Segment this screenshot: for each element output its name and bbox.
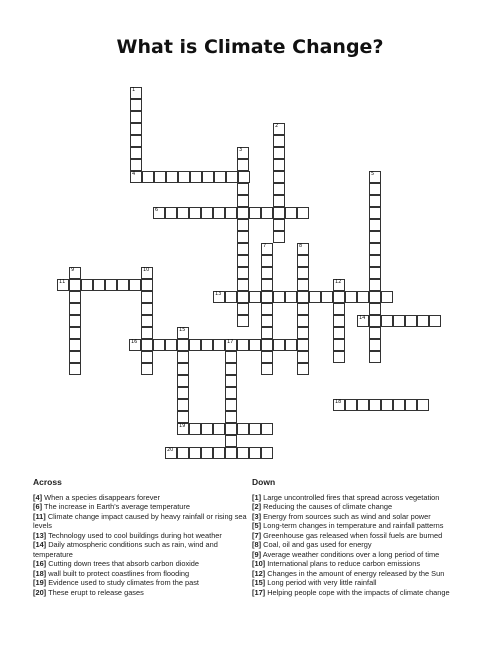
crossword-cell[interactable]	[189, 447, 201, 459]
crossword-cell[interactable]	[141, 327, 153, 339]
crossword-cell[interactable]	[297, 363, 309, 375]
crossword-cell[interactable]	[405, 399, 417, 411]
crossword-cell[interactable]	[237, 243, 249, 255]
crossword-cell[interactable]	[273, 231, 285, 243]
clue-number: [15]	[252, 578, 266, 587]
crossword-cell[interactable]	[261, 423, 273, 435]
crossword-cell[interactable]	[69, 303, 81, 315]
crossword-cell[interactable]	[177, 423, 189, 435]
down-heading: Down	[252, 477, 276, 487]
crossword-cell[interactable]	[381, 399, 393, 411]
crossword-cell[interactable]	[333, 279, 345, 291]
crossword-cell[interactable]	[297, 315, 309, 327]
clue-text: Greenhouse gas released when fossil fuels are burned	[263, 530, 443, 540]
clue-text: Technology used to cool buildings during hot weather	[48, 530, 222, 540]
crossword-cell[interactable]	[141, 279, 153, 291]
crossword-cell[interactable]	[69, 339, 81, 351]
crossword-cell[interactable]	[369, 171, 381, 183]
crossword-cell[interactable]	[249, 207, 261, 219]
crossword-cell[interactable]	[237, 291, 249, 303]
crossword-cell[interactable]	[261, 279, 273, 291]
clue-number-label: 2	[275, 123, 279, 129]
crossword-cell[interactable]	[177, 411, 189, 423]
crossword-cell[interactable]	[273, 123, 285, 135]
crossword-cell[interactable]	[261, 351, 273, 363]
clue-number-label: 9	[71, 267, 75, 273]
crossword-cell[interactable]	[237, 159, 249, 171]
crossword-cell[interactable]	[225, 291, 237, 303]
crossword-cell[interactable]	[357, 315, 369, 327]
crossword-cell[interactable]	[345, 399, 357, 411]
crossword-cell[interactable]	[297, 243, 309, 255]
clue-number: [1]	[252, 492, 262, 502]
crossword-cell[interactable]	[429, 315, 441, 327]
crossword-cell[interactable]	[273, 135, 285, 147]
crossword-cell[interactable]	[141, 315, 153, 327]
clue-number: [6]	[33, 502, 43, 511]
clue-text: When a species disappears forever	[44, 492, 160, 502]
crossword-cell[interactable]	[237, 303, 249, 315]
crossword-cell[interactable]	[273, 171, 285, 183]
down-clue	[252, 540, 477, 550]
crossword-cell[interactable]	[166, 171, 178, 183]
crossword-cell[interactable]	[369, 399, 381, 411]
crossword-cell[interactable]	[369, 351, 381, 363]
crossword-cell[interactable]	[201, 447, 213, 459]
clue-number: [2]	[252, 502, 262, 511]
crossword-cell[interactable]	[93, 279, 105, 291]
across-clue	[33, 493, 258, 503]
crossword-cell[interactable]	[297, 351, 309, 363]
crossword-cell[interactable]	[201, 339, 213, 351]
crossword-cell[interactable]	[381, 291, 393, 303]
crossword-cell[interactable]	[130, 147, 142, 159]
clue-number: [14]	[33, 540, 47, 549]
clue-number: [12]	[252, 568, 266, 578]
across-clue	[33, 569, 258, 579]
clue-number-label: 5	[371, 171, 375, 177]
crossword-cell[interactable]	[213, 291, 225, 303]
crossword-cell[interactable]	[141, 267, 153, 279]
crossword-cell[interactable]	[69, 351, 81, 363]
across-clue-list	[33, 493, 258, 598]
down-clue	[252, 559, 477, 569]
crossword-cell[interactable]	[153, 207, 165, 219]
crossword-cell[interactable]	[81, 279, 93, 291]
crossword-cell[interactable]	[237, 219, 249, 231]
crossword-cell[interactable]	[249, 423, 261, 435]
crossword-cell[interactable]	[273, 291, 285, 303]
clue-number: [9]	[252, 549, 262, 559]
across-clue	[33, 512, 258, 531]
clue-number-label: 17	[227, 339, 234, 345]
crossword-cell[interactable]	[273, 183, 285, 195]
clue-text: Energy from sources such as wind and solar power	[263, 511, 431, 521]
crossword-cell[interactable]	[225, 207, 237, 219]
crossword-cell[interactable]	[177, 339, 189, 351]
crossword-cell[interactable]	[297, 207, 309, 219]
across-heading: Across	[33, 477, 62, 487]
crossword-cell[interactable]	[141, 339, 153, 351]
crossword-cell[interactable]	[237, 255, 249, 267]
crossword-cell[interactable]	[297, 339, 309, 351]
crossword-cell[interactable]	[369, 327, 381, 339]
crossword-cell[interactable]	[69, 279, 81, 291]
crossword-cell[interactable]	[225, 351, 237, 363]
crossword-cell[interactable]	[261, 339, 273, 351]
crossword-cell[interactable]	[357, 399, 369, 411]
crossword-cell[interactable]	[369, 207, 381, 219]
clue-text: These erupt to release gases	[48, 587, 144, 597]
crossword-cell[interactable]	[333, 399, 345, 411]
crossword-cell[interactable]	[165, 339, 177, 351]
crossword-cell[interactable]	[225, 387, 237, 399]
down-clue-list	[252, 493, 477, 598]
crossword-cell[interactable]	[273, 219, 285, 231]
crossword-cell[interactable]	[273, 195, 285, 207]
crossword-cell[interactable]	[237, 267, 249, 279]
down-clue	[252, 569, 477, 579]
crossword-cell[interactable]	[237, 147, 249, 159]
clue-number-label: 15	[179, 327, 186, 333]
down-clue	[252, 550, 477, 560]
crossword-cell[interactable]	[369, 219, 381, 231]
crossword-cell[interactable]	[190, 171, 202, 183]
crossword-cell[interactable]	[177, 327, 189, 339]
clue-text: Helping people cope with the impacts of climate change	[267, 587, 450, 597]
crossword-cell[interactable]	[69, 315, 81, 327]
crossword-cell[interactable]	[261, 363, 273, 375]
crossword-cell[interactable]	[309, 291, 321, 303]
crossword-cell[interactable]	[417, 399, 429, 411]
clue-number-label: 14	[359, 315, 366, 321]
crossword-cell[interactable]	[69, 363, 81, 375]
clue-text: Coal, oil and gas used for energy	[263, 540, 372, 549]
crossword-cell[interactable]	[369, 231, 381, 243]
clue-text: International plans to reduce carbon emissions	[267, 559, 421, 568]
across-clue	[33, 502, 258, 512]
down-clue	[252, 531, 477, 541]
crossword-cell[interactable]	[129, 279, 141, 291]
crossword-cell[interactable]	[273, 339, 285, 351]
crossword-cell[interactable]	[345, 291, 357, 303]
crossword-cell[interactable]	[177, 375, 189, 387]
crossword-cell[interactable]	[333, 315, 345, 327]
clue-text: Average weather conditions over a long period of time	[262, 549, 440, 559]
crossword-cell[interactable]	[381, 315, 393, 327]
crossword-cell[interactable]	[249, 447, 261, 459]
crossword-cell[interactable]	[237, 315, 249, 327]
crossword-cell[interactable]	[273, 207, 285, 219]
crossword-cell[interactable]	[69, 291, 81, 303]
crossword-cell[interactable]	[178, 171, 190, 183]
clue-text: Cutting down trees that absorb carbon dioxide	[48, 559, 199, 568]
crossword-cell[interactable]	[117, 279, 129, 291]
across-clue	[33, 588, 258, 598]
crossword-cell[interactable]	[214, 171, 226, 183]
clue-number-label: 1	[132, 87, 136, 93]
clue-number-label: 6	[155, 207, 159, 213]
crossword-cell[interactable]	[141, 363, 153, 375]
clue-text: The increase in Earth's average temperature	[43, 502, 190, 511]
across-clue	[33, 578, 258, 588]
crossword-cell[interactable]	[333, 339, 345, 351]
crossword-cell[interactable]	[238, 171, 250, 183]
clue-number: [18]	[33, 568, 47, 578]
crossword-cell[interactable]	[285, 339, 297, 351]
page-title: What is Climate Change?	[116, 36, 384, 58]
crossword-cell[interactable]	[369, 315, 381, 327]
across-clue	[33, 559, 258, 569]
clue-number: [10]	[252, 559, 266, 568]
clue-number: [16]	[33, 559, 47, 568]
crossword-cell[interactable]	[225, 339, 237, 351]
crossword-cell[interactable]	[177, 447, 189, 459]
crossword-cell[interactable]	[177, 351, 189, 363]
clue-number: [17]	[252, 587, 266, 597]
clue-text: Large uncontrolled fires that spread across vegetation	[263, 492, 440, 502]
crossword-cell[interactable]	[225, 435, 237, 447]
crossword-cell[interactable]	[226, 171, 238, 183]
crossword-cell[interactable]	[249, 291, 261, 303]
crossword-cell[interactable]	[261, 243, 273, 255]
clue-number: [11]	[33, 511, 46, 521]
clue-number: [7]	[252, 530, 262, 540]
crossword-cell[interactable]	[201, 207, 213, 219]
down-clue	[252, 578, 477, 588]
crossword-cell[interactable]	[177, 363, 189, 375]
crossword-cell[interactable]	[285, 291, 297, 303]
crossword-cell[interactable]	[225, 411, 237, 423]
crossword-cell[interactable]	[369, 339, 381, 351]
crossword-cell[interactable]	[130, 135, 142, 147]
clue-number: [5]	[252, 521, 262, 530]
crossword-cell[interactable]	[405, 315, 417, 327]
crossword-cell[interactable]	[177, 399, 189, 411]
crossword-cell[interactable]	[249, 339, 261, 351]
crossword-cell[interactable]	[189, 339, 201, 351]
crossword-cell[interactable]	[225, 375, 237, 387]
crossword-cell[interactable]	[141, 291, 153, 303]
clue-number-label: 11	[59, 279, 66, 285]
clue-text: Long-term changes in temperature and rainfall patterns	[263, 521, 444, 530]
crossword-cell[interactable]	[105, 279, 117, 291]
crossword-cell[interactable]	[369, 267, 381, 279]
crossword-cell[interactable]	[177, 387, 189, 399]
crossword-cell[interactable]	[141, 303, 153, 315]
clue-number-label: 13	[215, 291, 222, 297]
crossword-cell[interactable]	[237, 423, 249, 435]
crossword-cell[interactable]	[130, 123, 142, 135]
crossword-cell[interactable]	[369, 279, 381, 291]
crossword-cell[interactable]	[237, 447, 249, 459]
crossword-cell[interactable]	[261, 447, 273, 459]
clue-text: Daily atmospheric conditions such as rain, wind and temperature	[33, 540, 218, 559]
crossword-cell[interactable]	[237, 207, 249, 219]
crossword-cell[interactable]	[333, 351, 345, 363]
crossword-cell[interactable]	[333, 291, 345, 303]
crossword-cell[interactable]	[369, 255, 381, 267]
across-clues	[33, 478, 258, 597]
crossword-cell[interactable]	[130, 111, 142, 123]
crossword-cell[interactable]	[237, 195, 249, 207]
crossword-cell[interactable]	[237, 231, 249, 243]
clue-number: [8]	[252, 540, 262, 549]
crossword-cell[interactable]	[213, 339, 225, 351]
clue-text: Reducing the causes of climate change	[263, 502, 393, 511]
crossword-cell[interactable]	[202, 171, 214, 183]
crossword-cell[interactable]	[369, 243, 381, 255]
crossword-cell[interactable]	[141, 351, 153, 363]
clue-number-label: 4	[132, 171, 136, 177]
crossword-cell[interactable]	[297, 327, 309, 339]
crossword-cell[interactable]	[261, 267, 273, 279]
clue-number-label: 20	[167, 447, 174, 453]
clue-number: [13]	[33, 530, 47, 540]
crossword-cell[interactable]	[369, 195, 381, 207]
crossword-cell[interactable]	[261, 303, 273, 315]
down-clue	[252, 512, 477, 522]
clue-number-label: 7	[263, 243, 267, 249]
clue-number-label: 10	[143, 267, 150, 273]
crossword-cell[interactable]	[261, 327, 273, 339]
clue-number-label: 16	[131, 339, 138, 345]
crossword-cell[interactable]	[297, 291, 309, 303]
crossword-cell[interactable]	[130, 159, 142, 171]
crossword-cell[interactable]	[225, 363, 237, 375]
clue-text: Long period with very little rainfall	[267, 578, 377, 587]
crossword-cell[interactable]	[273, 159, 285, 171]
crossword-cell[interactable]	[225, 447, 237, 459]
down-clue	[252, 588, 477, 598]
crossword-cell[interactable]	[285, 207, 297, 219]
crossword-cell[interactable]	[130, 87, 142, 99]
crossword-cell[interactable]	[357, 291, 369, 303]
across-clue	[33, 531, 258, 541]
crossword-cell[interactable]	[333, 303, 345, 315]
crossword-cell[interactable]	[130, 171, 142, 183]
crossword-cell[interactable]	[393, 315, 405, 327]
clue-number: [19]	[33, 578, 47, 587]
crossword-cell[interactable]	[393, 399, 405, 411]
clue-number-label: 12	[335, 279, 342, 285]
crossword-cell[interactable]	[297, 255, 309, 267]
crossword-cell[interactable]	[189, 423, 201, 435]
crossword-cell[interactable]	[369, 183, 381, 195]
clue-text: wall built to protect coastlines from flooding	[48, 568, 190, 578]
crossword-cell[interactable]	[57, 279, 69, 291]
crossword-cell[interactable]	[213, 207, 225, 219]
crossword-cell[interactable]	[369, 291, 381, 303]
clue-number-label: 8	[299, 243, 303, 249]
crossword-cell[interactable]	[69, 327, 81, 339]
clue-number: [20]	[33, 587, 47, 597]
crossword-cell[interactable]	[213, 423, 225, 435]
crossword-cell[interactable]	[369, 303, 381, 315]
clue-number-label: 18	[335, 399, 342, 405]
clue-text: Evidence used to study climates from the past	[48, 578, 199, 587]
crossword-cell[interactable]	[225, 399, 237, 411]
crossword-cell[interactable]	[154, 171, 166, 183]
crossword-cell[interactable]	[417, 315, 429, 327]
clue-number-label: 19	[179, 423, 186, 429]
crossword-cell[interactable]	[165, 447, 177, 459]
crossword-cell[interactable]	[333, 327, 345, 339]
clue-number-label: 3	[239, 147, 243, 153]
crossword-cell[interactable]	[201, 423, 213, 435]
crossword-cell[interactable]	[261, 315, 273, 327]
crossword-cell[interactable]	[237, 339, 249, 351]
crossword-cell[interactable]	[177, 207, 189, 219]
crossword-cell[interactable]	[273, 147, 285, 159]
crossword-cell[interactable]	[189, 207, 201, 219]
crossword-cell[interactable]	[297, 267, 309, 279]
down-clue	[252, 502, 477, 512]
across-clue	[33, 540, 258, 559]
crossword-cell[interactable]	[130, 99, 142, 111]
crossword-cell[interactable]	[321, 291, 333, 303]
crossword-cell[interactable]	[261, 255, 273, 267]
crossword-cell[interactable]	[297, 303, 309, 315]
crossword-cell[interactable]	[69, 267, 81, 279]
clue-text: Climate change impact caused by heavy rainfall or rising sea levels	[33, 511, 247, 530]
crossword-cell[interactable]	[129, 339, 141, 351]
crossword-cell[interactable]	[165, 207, 177, 219]
crossword-cell[interactable]	[237, 183, 249, 195]
crossword-cell[interactable]	[261, 291, 273, 303]
clue-text: Changes in the amount of energy released by the Sun	[267, 568, 445, 578]
crossword-cell[interactable]	[153, 339, 165, 351]
clue-number: [3]	[252, 511, 262, 521]
crossword-cell[interactable]	[237, 279, 249, 291]
crossword-cell[interactable]	[142, 171, 154, 183]
crossword-cell[interactable]	[261, 207, 273, 219]
down-clues	[252, 478, 477, 597]
crossword-cell[interactable]	[225, 423, 237, 435]
down-clue	[252, 493, 477, 503]
clue-number: [4]	[33, 492, 43, 502]
crossword-cell[interactable]	[213, 447, 225, 459]
down-clue	[252, 521, 477, 531]
crossword-cell[interactable]	[297, 279, 309, 291]
